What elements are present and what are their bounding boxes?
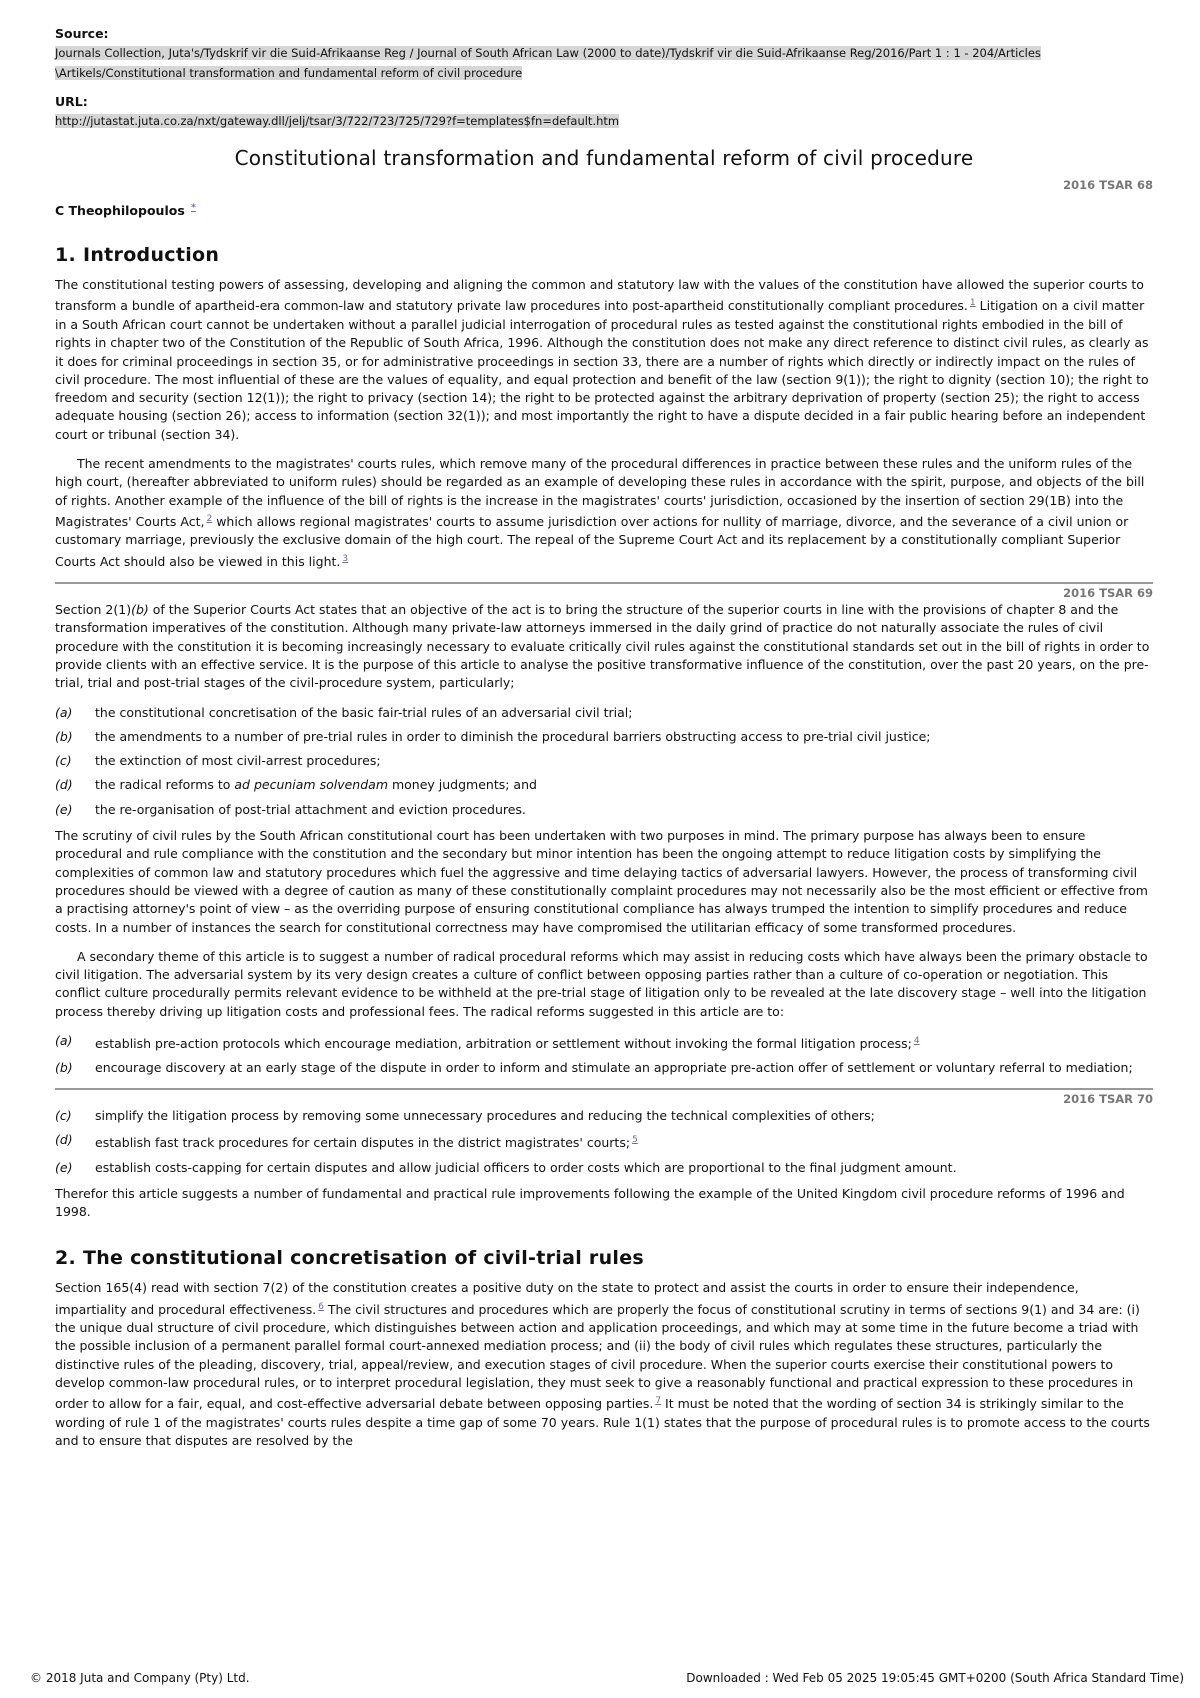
- list-label: (b): [55, 1060, 73, 1076]
- list-text: establish pre-action protocols which encourage mediation, arbitration or settlement without invoking the formal litigation process;: [95, 1036, 912, 1052]
- list-label: (c): [55, 1107, 72, 1123]
- list-text: simplify the litigation process by removing some unnecessary procedures and reducing the technical complexities of others;: [95, 1107, 875, 1123]
- list-label: (a): [55, 1033, 73, 1049]
- paragraph-text: Section 165(4) read with section 7(2) of the constitution creates a positive duty on the state to protect and assist the courts in order to ensure their independence, impartiality and procedural effectiveness.: [55, 1280, 1079, 1317]
- source-value: Journals Collection, Juta's/Tydskrif vir die Suid-Afrikaanse Reg / Journal of South African Law (2000 to date)/Tydskrif vir die Suid-Afrikaanse Reg/2016/Part 1 : 1 - 204/Articles \Artikels/Constitutional transformation and fundamental reform of civil procedure: [55, 46, 1041, 80]
- paragraph-text: It must be noted that the wording of section 34 is strikingly similar to the wording of rule 1 of the magistrates' courts rules despite a time gap of some 70 years. Rule 1(1) states that the purpose of procedural rules is to promote access to the courts and to ensure that disputes are resolved by the: [55, 1396, 1150, 1449]
- source-block: [55, 26, 1153, 82]
- paragraph-text: Litigation on a civil matter in a South African court cannot be undertaken without a parallel judicial interrogation of procedural rules as tested against the constitutional rights embodied in the bill of rights in chapter two of the Constitution of the Republic of South Africa, 1996. Although the constitution does not make any direct reference to distinct civil rules, as clearly as it does for criminal proceedings in section 35, or for administrative proceedings in section 33, there are a number of rights which directly or indirectly impact on the rules of civil procedure. The most influential of these are the values of equality, and equal protection and benefit of the law (section 9(1)); the right to dignity (section 10); the right to freedom and security (section 12(1)); the right to privacy (section 14); the right to be protected against the arbitrary deprivation of property (section 25); the right to access adequate housing (section 26); access to information (section 32(1)); and most importantly the right to have a dispute decided in a fair public hearing before an independent court or tribunal (section 34).: [55, 298, 1149, 442]
- list-text-italic: ad pecuniam solvendam: [234, 777, 388, 793]
- paragraph: A secondary theme of this article is to suggest a number of radical procedural reforms which may assist in reducing costs which have always been the primary obstacle to civil litigation. The adversarial system by its very design creates a culture of conflict between opposing parties rather than a culture of co-operation or negotiation. This conflict culture procedurally permits relevant evidence to be withheld at the pre-trial stage of litigation only to be revealed at the late discovery stage – well into the litigation process thereby driving up litigation costs and professional fees. The radical reforms suggested in this article are to:: [55, 948, 1148, 1019]
- list-item: [55, 1159, 1153, 1177]
- paragraph: [55, 455, 1153, 571]
- page-divider: [55, 1088, 1153, 1090]
- list-text: money judgments; and: [388, 777, 537, 793]
- list-item: [55, 801, 1153, 819]
- list-item: [55, 752, 1153, 770]
- list-text: the extinction of most civil-arrest procedures;: [95, 753, 381, 769]
- list-item: [55, 704, 1153, 722]
- footnote-link-2[interactable]: 2: [206, 513, 213, 524]
- list-text: establish costs-capping for certain disputes and allow judicial officers to order costs which are proportional to the final judgment amount.: [95, 1159, 957, 1175]
- paragraph-text: Section 2(1): [55, 602, 132, 618]
- paragraph: [55, 1279, 1153, 1450]
- list-text: encourage discovery at an early stage of the dispute in order to inform and stimulate an appropriate pre-action offer of settlement or voluntary referral to mediation;: [95, 1060, 1133, 1076]
- list-text: establish fast track procedures for certain disputes in the district magistrates' courts;: [95, 1135, 631, 1151]
- source-label: Source:: [55, 26, 109, 41]
- list-item: [55, 776, 1153, 794]
- objectives-list: [55, 704, 1153, 819]
- list-item: [55, 728, 1153, 746]
- footnote-link-6[interactable]: 6: [318, 1301, 324, 1312]
- page-marker-70: 2016 TSAR 70: [1063, 1091, 1153, 1106]
- list-text: the radical reforms to: [95, 777, 235, 793]
- url-block: [55, 94, 1153, 130]
- url-label: URL:: [55, 94, 88, 109]
- list-label: (c): [55, 753, 72, 769]
- footnote-link-5[interactable]: 5: [632, 1135, 638, 1146]
- article-title: Constitutional transformation and fundamental reform of civil procedure: [234, 146, 974, 170]
- list-label: (e): [55, 801, 73, 817]
- paragraph-text: The civil structures and procedures which are properly the focus of constitutional scrutiny in terms of sections 9(1) and 34 are: (i) the unique dual structure of civil procedure, which distinguishes between action and application proceedings, and which may at some time in the future become a triad with the possible inclusion of a permanent parallel formal court-annexed mediation process; and (ii) the body of civil rules which regulates these structures, particularly the distinctive rules of the pleading, discovery, trial, appeal/review, and execution stages of civil procedure. When the superior courts exercise their constitutional powers to develop common-law procedural rules, or to interpret procedural legislation, they must seek to give a reasonably functional and practical expression to these procedures in order to allow for a fair, equal, and cost-effective adversarial debate between opposing parties.: [55, 1301, 1140, 1412]
- reforms-list-continued: [55, 1107, 1153, 1177]
- paragraph-text: The constitutional testing powers of assessing, developing and aligning the common and statutory law with the values of the constitution have allowed the superior courts to transform a bundle of apartheid-era common-law and statutory private law procedures into post-apartheid constitutionally compliant procedures.: [55, 277, 1144, 314]
- list-label: (d): [55, 1132, 73, 1148]
- paragraph-text: which allows regional magistrates' courts to assume jurisdiction over actions for nullity of marriage, divorce, and the severance of a civil union or customary marriage, previously the exclusive domain of the high court. The repeal of the Supreme Court Act and its replacement by a constitutionally compliant Superior Courts Act should also be viewed in this light.: [55, 514, 1129, 569]
- list-text: the constitutional concretisation of the basic fair-trial rules of an adversarial civil trial;: [95, 704, 633, 720]
- list-text: the amendments to a number of pre-trial rules in order to diminish the procedural barriers obstructing access to pre-trial civil justice;: [95, 728, 931, 744]
- section-heading-introduction: 1. Introduction: [55, 244, 220, 267]
- paragraph-text: of the Superior Courts Act states that an objective of the act is to bring the structure of the superior courts in line with the provisions of chapter 8 and the transformation imperatives of the constitution. Although many private-law attorneys immersed in the daily grind of practice do not naturally associate the rules of civil procedure with the constitution it is becoming increasingly necessary to evaluate critically civil rules against the constitutional standards set out in the bill of rights in order to provide clients with an effective service. It is the purpose of this article to analyse the positive transformative influence of the constitution, over the past 20 years, on the pre-trial, trial and post-trial stages of the civil-procedure system, particularly;: [55, 602, 1150, 691]
- author-name: C Theophilopoulos: [55, 203, 185, 219]
- copyright: © 2018 Juta and Company (Pty) Ltd.: [30, 1671, 250, 1685]
- list-item: [55, 1107, 1153, 1125]
- download-timestamp: Downloaded : Wed Feb 05 2025 19:05:45 GMT+0200 (South Africa Standard Time): [686, 1671, 1184, 1685]
- paragraph-text: The recent amendments to the magistrates' courts rules, which remove many of the procedural differences in practice between these rules and the uniform rules of the high court, (hereafter abbreviated to uniform rules) should be regarded as an example of developing these rules in accordance with the spirit, purpose, and objects of the bill of rights. Another example of the influence of the bill of rights is the increase in the magistrates' courts' jurisdiction, occasioned by the insertion of section 29(1B) into the Magistrates' Courts Act,: [55, 455, 1145, 530]
- list-item: [55, 1059, 1153, 1077]
- paragraph: Therefor this article suggests a number of fundamental and practical rule improvements following the example of the United Kingdom civil procedure reforms of 1996 and 1998.: [55, 1185, 1125, 1220]
- footnote-link-4[interactable]: 4: [913, 1036, 920, 1047]
- list-label: (b): [55, 728, 73, 744]
- footnote-link-7[interactable]: 7: [655, 1396, 662, 1407]
- section-heading-civil-trial-rules: 2. The constitutional concretisation of civil-trial rules: [55, 1247, 645, 1270]
- page-marker-68: 2016 TSAR 68: [1063, 178, 1153, 192]
- list-text: the re-organisation of post-trial attachment and eviction procedures.: [95, 801, 526, 817]
- url-link[interactable]: http://jutastat.juta.co.za/nxt/gateway.dll/jelj/tsar/3/722/723/725/729?f=templates$fn=default.htm: [55, 114, 620, 128]
- footnote-link-3[interactable]: 3: [342, 553, 349, 564]
- footnote-link-1[interactable]: 1: [969, 298, 976, 309]
- author: [55, 203, 1153, 218]
- page-marker-69: 2016 TSAR 69: [1063, 586, 1153, 601]
- list-label: (d): [55, 777, 73, 793]
- paragraph: [55, 276, 1153, 444]
- footnote-link-author[interactable]: *: [191, 203, 196, 213]
- paragraph: [55, 601, 1153, 692]
- document-page: [55, 26, 1153, 1461]
- page-divider: [55, 582, 1153, 584]
- paragraph: The scrutiny of civil rules by the South African constitutional court has been undertaken with two purposes in mind. The primary purpose has always been to ensure procedural and rule compliance with the constitution and the secondary but minor intention has been the ongoing attempt to reduce litigation costs by simplifying the complexities of common law and statutory procedures which fuel the aggressive and time delaying tactics of adversarial lawyers. However, the process of transforming civil procedures should be viewed with a degree of caution as many of these constitutionally complaint procedures may not necessarily also be the most efficient or effective from a practising attorney's point of view – as the overriding purpose of ensuring constitutional compliance has always trumped the intention to simplify procedures and reduce costs. In a number of instances the search for constitutional correctness may have compromised the utilitarian efficacy of some transformed procedures.: [55, 828, 1148, 935]
- list-item: [55, 1131, 1153, 1152]
- paragraph-text-italic: (b): [131, 602, 149, 618]
- reforms-list: [55, 1032, 1153, 1078]
- list-label: (e): [55, 1159, 73, 1175]
- list-label: (a): [55, 704, 73, 720]
- list-item: [55, 1032, 1153, 1053]
